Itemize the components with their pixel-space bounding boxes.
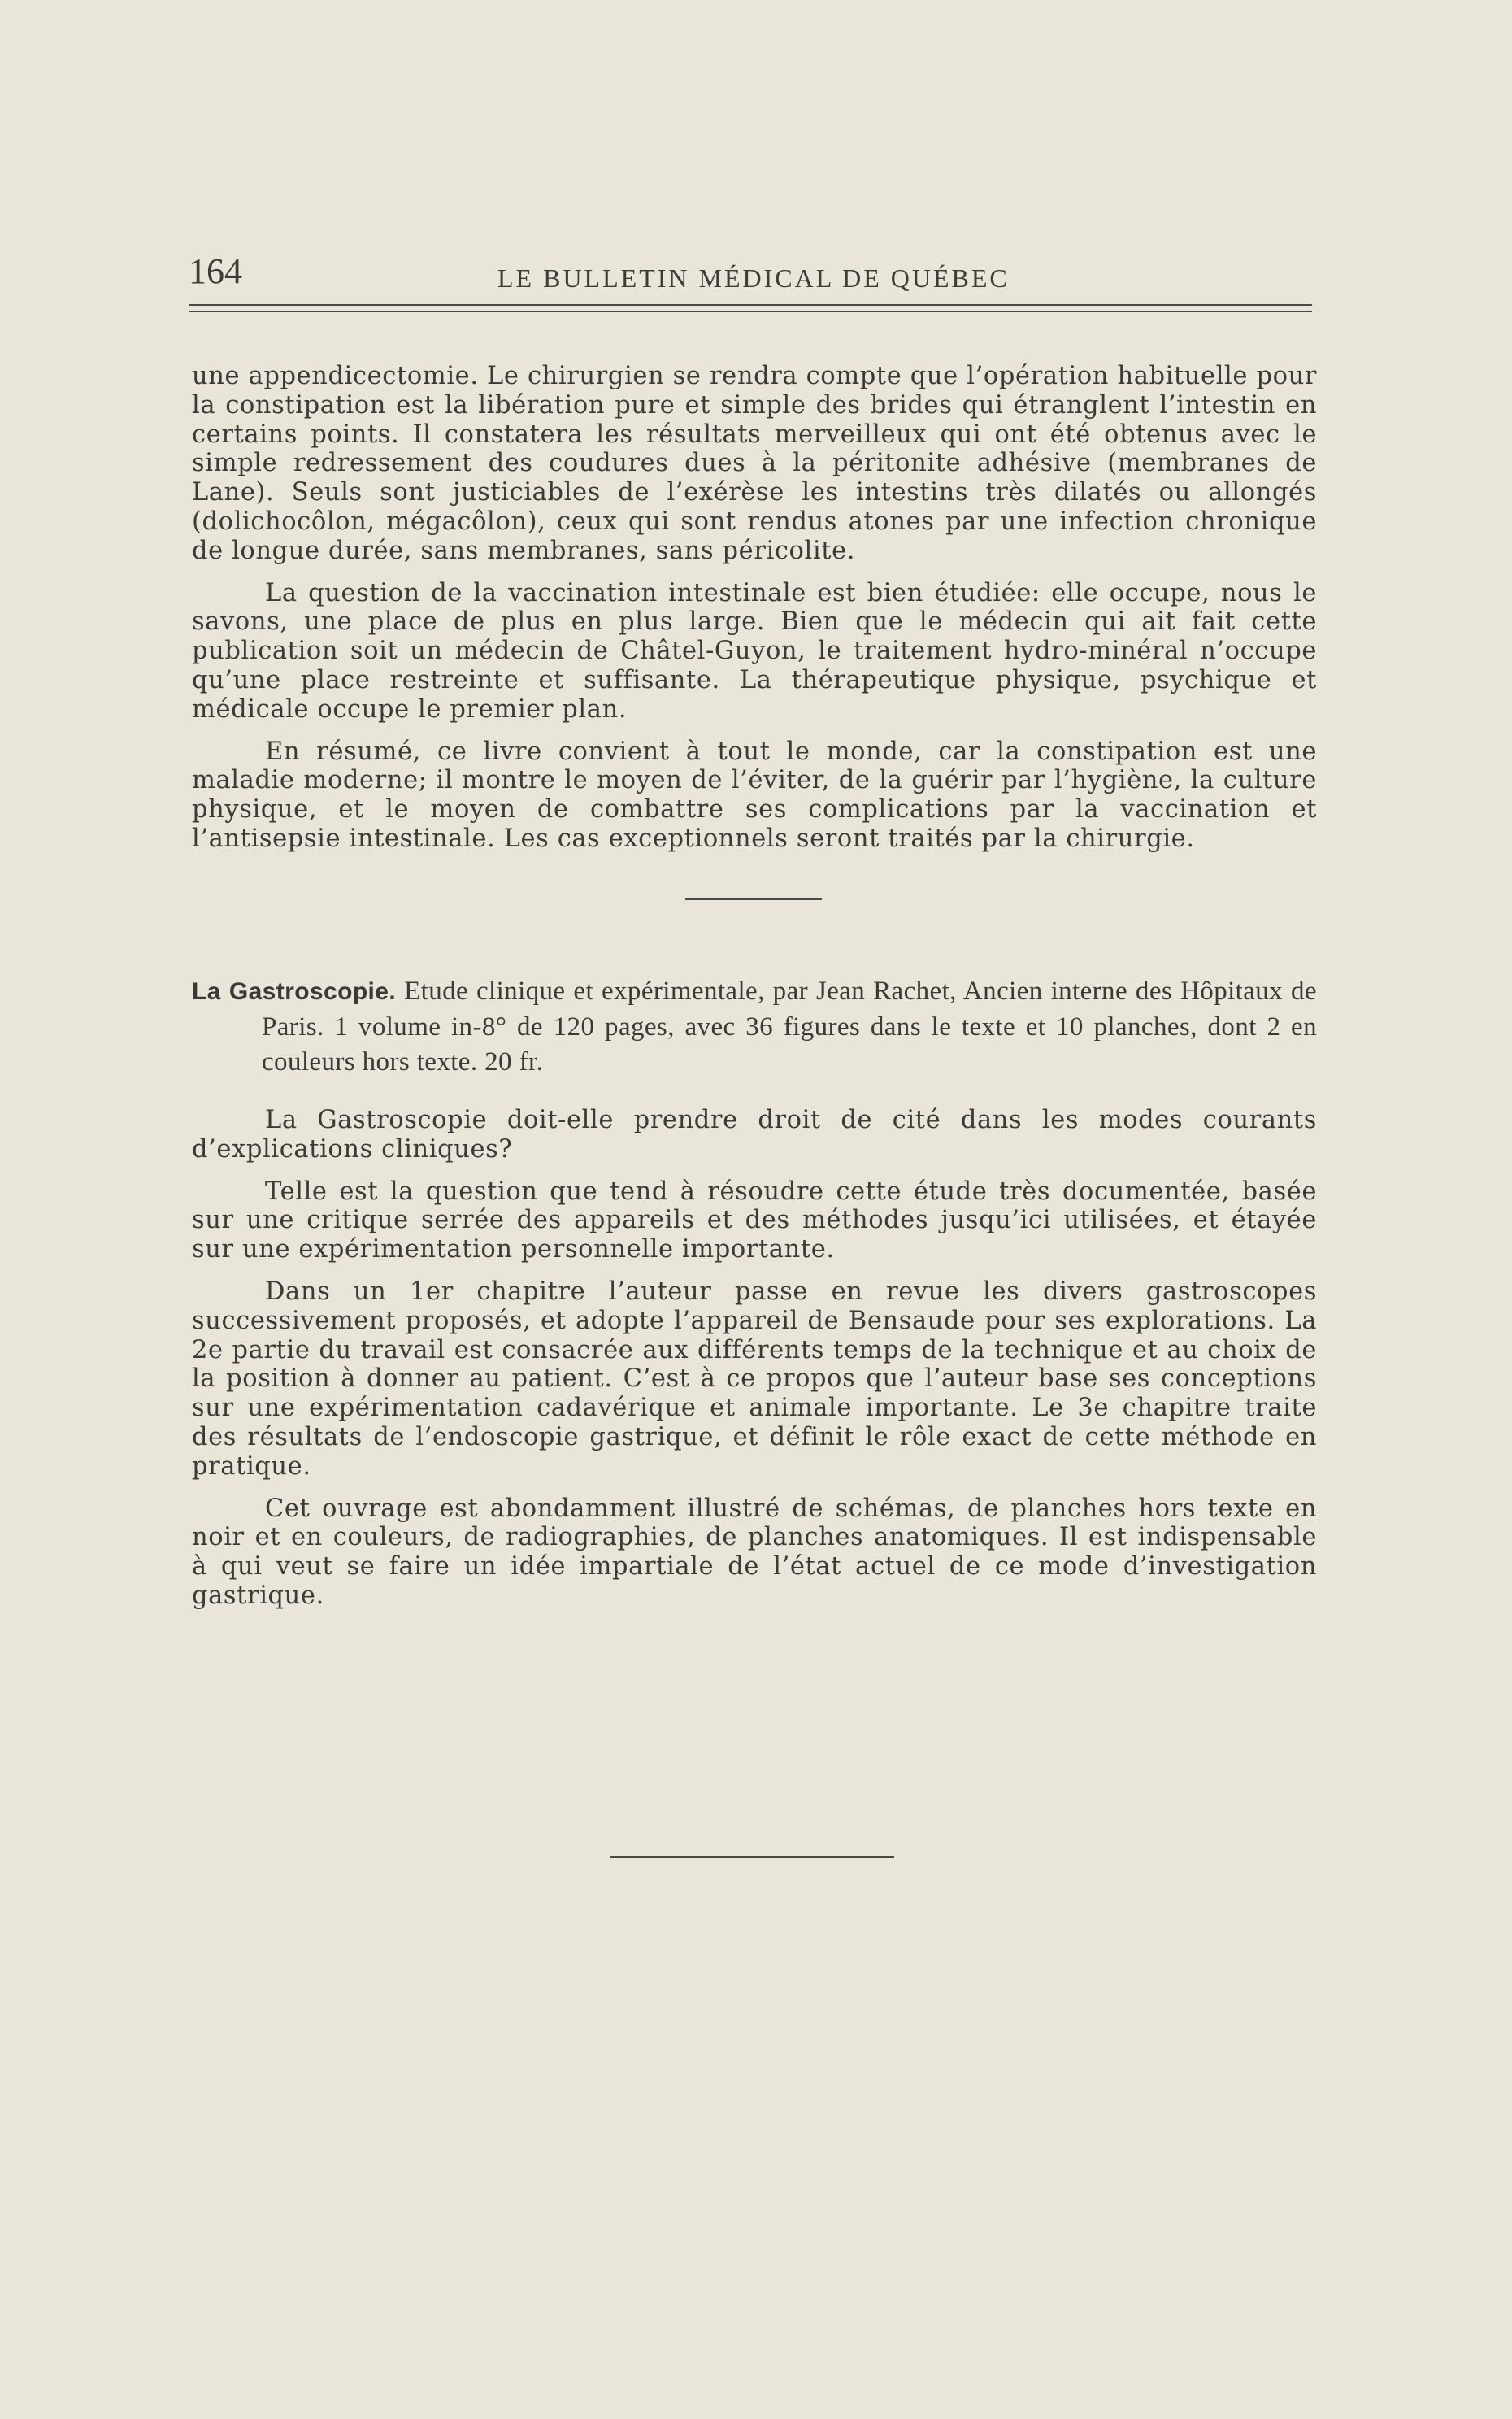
paragraph: Dans un 1er chapitre l’auteur passe en revue les divers gastroscopes successivement proposés, et adopte l’appareil de Bensaude pour ses explorations. La 2e partie du travail est consacrée aux différents temps de la technique et au choix de la position à donner au patient. C’est à ce propos que l’auteur base ses conceptions sur une expérimentation cadavérique et animale importante. Le 3e chapitre traite des résultats de l’endoscopie gastrique, et définit le rôle exact de cette méthode en pratique. xyxy=(192,1277,1317,1481)
section-divider xyxy=(685,898,822,900)
book-title: La Gastroscopie. xyxy=(192,978,397,1005)
page-number: 164 xyxy=(189,251,242,291)
paragraph: une appendicectomie. Le chirurgien se rendra compte que l’opération habituelle pour la constipation est la libération pure et simple des brides qui étranglent l’intestin en certains points. Il constatera les résultats merveilleux qui ont été obtenus avec le simple redressement des coudures dues à la péritonite adhésive (membranes de Lane). Seuls sont justiciables de l’exérèse les intestins très dilatés ou allongés (dolichocôlon, mégacôlon), ceux qui sont rendus atones par une infection chronique de longue durée, sans membranes, sans péricolite. xyxy=(192,362,1317,565)
running-title: LE BULLETIN MÉDICAL DE QUÉBEC xyxy=(497,263,1010,293)
paragraph: La Gastroscopie doit-elle prendre droit de cité dans les modes courants d’explications cliniques? xyxy=(192,1106,1317,1164)
book-details: Etude clinique et expérimentale, par Jean Rachet, Ancien interne des Hôpitaux de Paris. 1 volume in-8° de 120 pages, avec 36 figures dans le texte et 10 planches, dont 2 en couleurs hors texte. 20 fr. xyxy=(262,977,1317,1077)
book-review-body xyxy=(192,1106,1317,1624)
end-divider xyxy=(610,1856,894,1858)
page-header xyxy=(189,250,1312,299)
header-double-rule xyxy=(189,304,1312,312)
article-continuation xyxy=(192,362,1317,867)
paragraph: En résumé, ce livre convient à tout le monde, car la constipation est une maladie moderne; il montre le moyen de l’éviter, de la guérir par l’hygiène, la culture physique, et le moyen de combattre ses complications par la vaccination et l’antisepsie intestinale. Les cas exceptionnels seront traités par la chirurgie. xyxy=(192,737,1317,853)
book-review-heading xyxy=(192,974,1317,1081)
paragraph: La question de la vaccination intestinale est bien étudiée: elle occupe, nous le savons, une place de plus en plus large. Bien que le médecin qui ait fait cette publication soit un médecin de Châtel-Guyon, le traitement hydro-minéral n’occupe qu’une place restreinte et suffisante. La thérapeutique physique, psychique et médicale occupe le premier plan. xyxy=(192,578,1317,724)
paragraph: Cet ouvrage est abondamment illustré de schémas, de planches hors texte en noir et en couleurs, de radiographies, de planches anatomiques. Il est indispensable à qui veut se faire un idée impartiale de l’état actuel de ce mode d’investigation gastrique. xyxy=(192,1494,1317,1610)
paragraph: Telle est la question que tend à résoudre cette étude très documentée, basée sur une critique serrée des appareils et des méthodes jusqu’ici utilisées, et étayée sur une expérimentation personnelle importante. xyxy=(192,1177,1317,1264)
